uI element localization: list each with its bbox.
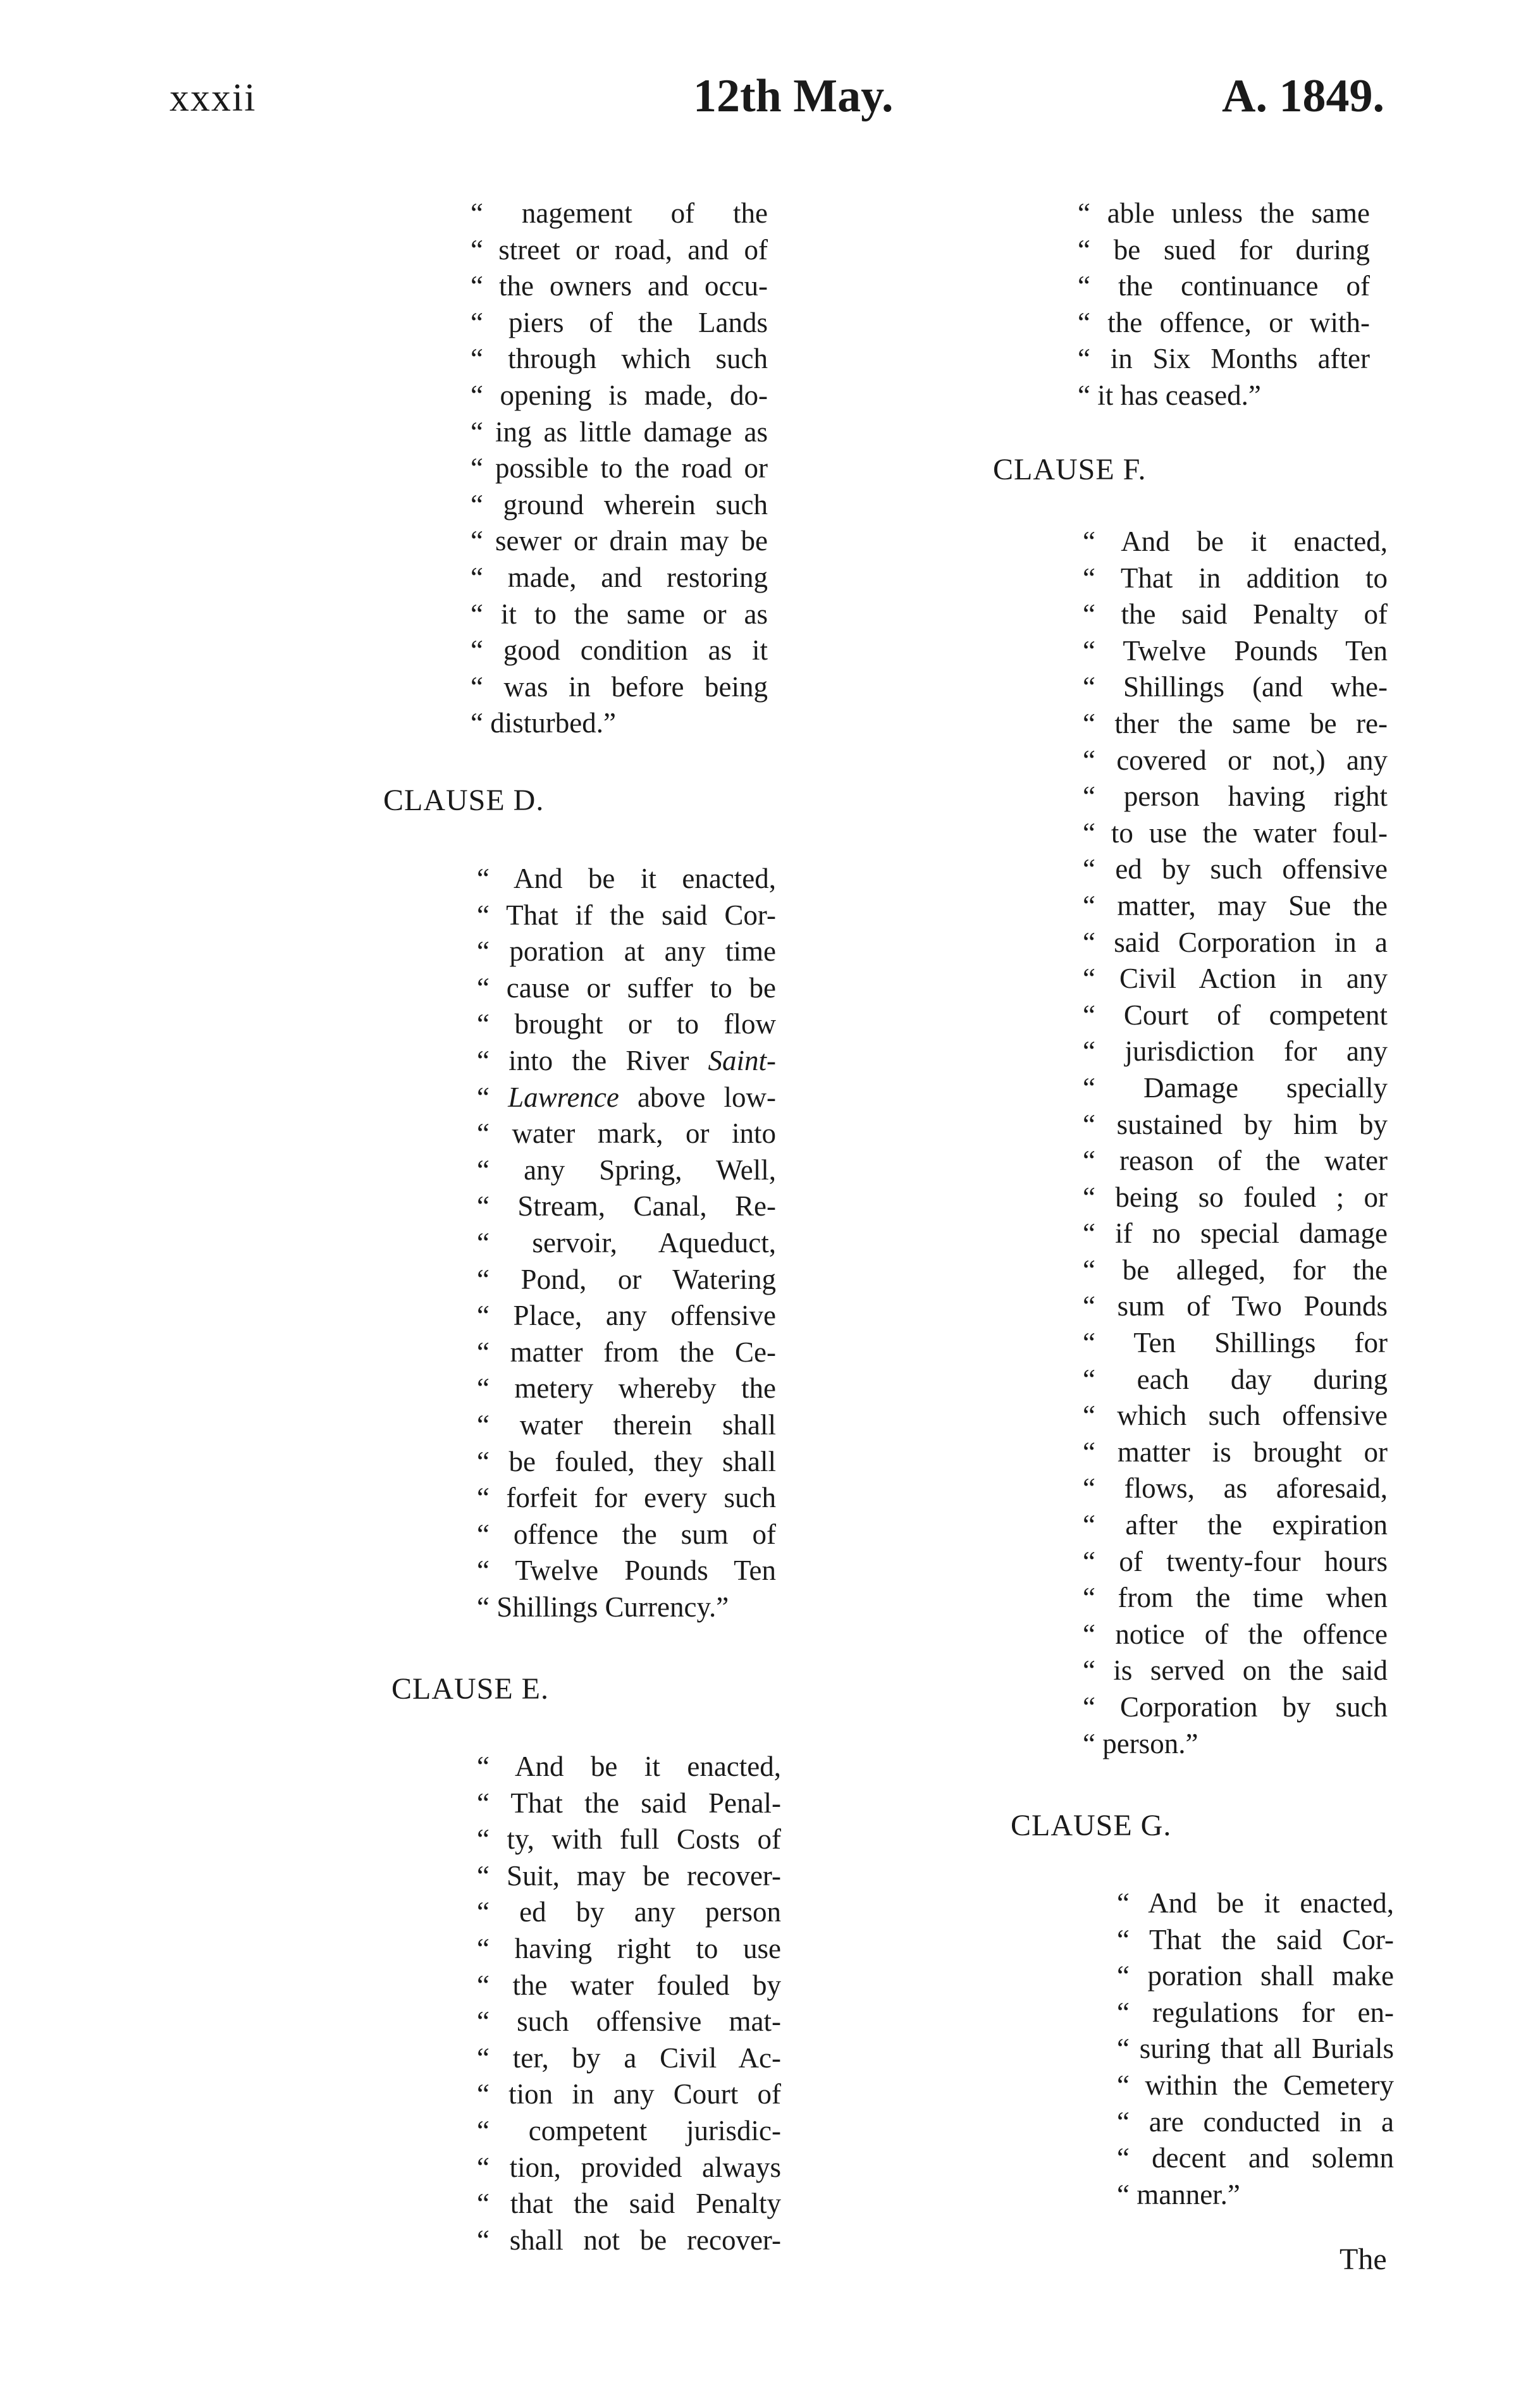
text-line: “ notice of the offence	[1083, 1618, 1388, 1650]
clause-e-heading: CLAUSE E.	[391, 1672, 549, 1706]
text-line: “ poration at any time	[477, 935, 776, 968]
text-line: “ Stream, Canal, Re-	[477, 1190, 776, 1223]
text-line: “ ther the same be re-	[1083, 707, 1388, 739]
text-line: “ such offensive mat-	[477, 2005, 781, 2038]
clause-f-text	[1083, 524, 1388, 1762]
text-line: “ ed by such offensive	[1083, 853, 1388, 885]
left-continuation-text	[471, 195, 768, 742]
text-line: “ Ten Shillings for	[1083, 1327, 1388, 1359]
text-line: “ it to the same or as	[471, 598, 768, 630]
text-line: “ from the time when	[1083, 1582, 1388, 1614]
text-line: “ That in addition to	[1083, 562, 1388, 594]
italic-place-name: Lawrence	[508, 1081, 619, 1113]
text-line: “ ter, by a Civil Ac-	[477, 2042, 781, 2074]
text-line: “ opening is made, do-	[471, 379, 768, 411]
text-line: “ disturbed.”	[471, 707, 616, 739]
text-line: “ nagement of the	[471, 197, 768, 229]
text-line: “ forfeit for every such	[477, 1482, 776, 1514]
text-line: “ Twelve Pounds Ten	[1083, 634, 1388, 667]
right-continuation-text	[1078, 195, 1370, 414]
text-line: “ good condition as it	[471, 634, 768, 667]
text-line: “ made, and restoring	[471, 561, 768, 593]
text-line: “ the water fouled by	[477, 1969, 781, 2001]
text-line: “ person having right	[1083, 780, 1388, 813]
text-line: “ metery whereby the	[477, 1372, 776, 1405]
clause-g-text	[1117, 1885, 1394, 2213]
text-line: “ into the River Saint-	[477, 1044, 776, 1076]
text-line: “ matter from the Ce-	[477, 1336, 776, 1368]
text-line: “ said Corporation in a	[1083, 926, 1388, 958]
text-line: “ after the expiration	[1083, 1509, 1388, 1541]
text-line: “ person.”	[1083, 1727, 1198, 1759]
text-line: “ are conducted in a	[1117, 2105, 1394, 2138]
text-line: “ the said Penalty of	[1083, 598, 1388, 631]
text-line: “ within the Cemetery	[1117, 2069, 1394, 2101]
text-line: “ the owners and occu-	[471, 270, 768, 302]
text-line: “ tion in any Court of	[477, 2078, 781, 2110]
text-line: “ water therein shall	[477, 1408, 776, 1441]
text-line: “ Court of competent	[1083, 999, 1388, 1031]
text-line: “ to use the water foul-	[1083, 816, 1388, 849]
text-line: “ servoir, Aqueduct,	[477, 1226, 776, 1259]
text-line: “ piers of the Lands	[471, 306, 768, 338]
text-line: “ that the said Penalty	[477, 2188, 781, 2220]
text-line: “ brought or to flow	[477, 1008, 776, 1040]
text-line: “ possible to the road or	[471, 452, 768, 484]
text-line: “ being so fouled ; or	[1083, 1181, 1388, 1213]
text-line: “ if no special damage	[1083, 1217, 1388, 1250]
text-line: “ having right to use	[477, 1932, 781, 1964]
text-line: “ Shillings Currency.”	[477, 1591, 729, 1623]
text-line: “ Corporation by such	[1083, 1691, 1388, 1723]
text-line: “ sewer or drain may be	[471, 525, 768, 557]
text-line: “ cause or suffer to be	[477, 971, 776, 1004]
text-line: “ That if the said Cor-	[477, 899, 776, 931]
text-line: “ offence the sum of	[477, 1518, 776, 1550]
header-year: A. 1849.	[1222, 70, 1384, 122]
text-line: “ street or road, and of	[471, 233, 768, 266]
text-line: “ be alleged, for the	[1083, 1253, 1388, 1286]
clause-f-heading: CLAUSE F.	[993, 453, 1147, 486]
text-line: “ Lawrence above low-	[477, 1081, 776, 1113]
text-line: “ each day during	[1083, 1363, 1388, 1395]
text-line: “ poration shall make	[1117, 1960, 1394, 1992]
clause-e-text	[477, 1749, 781, 2258]
text-line: “ in Six Months after	[1078, 343, 1370, 375]
text-line: “ be fouled, they shall	[477, 1445, 776, 1477]
clause-d-text	[477, 861, 776, 1625]
text-line: “ regulations for en-	[1117, 1996, 1394, 2028]
text-line: “ sustained by him by	[1083, 1108, 1388, 1140]
catchword: The	[1340, 2243, 1387, 2276]
clause-g-heading: CLAUSE G.	[1011, 1809, 1172, 1842]
text-line: “ Civil Action in any	[1083, 963, 1388, 995]
text-line: “ competent jurisdic-	[477, 2114, 781, 2146]
text-line: “ flows, as aforesaid,	[1083, 1472, 1388, 1505]
text-line: “ ty, with full Costs of	[477, 1823, 781, 1856]
text-line: “ which such offensive	[1083, 1400, 1388, 1432]
text-line: “ covered or not,) any	[1083, 744, 1388, 776]
running-header	[0, 63, 1540, 133]
text-line: “ able unless the same	[1078, 197, 1370, 229]
text-line: “ And be it enacted,	[477, 1751, 781, 1782]
text-line: “ That the said Penal-	[477, 1787, 781, 1819]
text-line: “ be sued for during	[1078, 233, 1370, 266]
text-line: “ matter, may Sue the	[1083, 889, 1388, 921]
header-date: 12th May.	[693, 70, 894, 122]
text-line: “ ing as little damage as	[471, 416, 768, 448]
text-line: “ of twenty-four hours	[1083, 1545, 1388, 1577]
text-line: “ sum of Two Pounds	[1083, 1290, 1388, 1322]
text-line: “ water mark, or into	[477, 1118, 776, 1150]
clause-d-heading: CLAUSE D.	[383, 784, 545, 817]
text-line: “ matter is brought or	[1083, 1436, 1388, 1468]
text-line: “ Shillings (and whe-	[1083, 671, 1388, 703]
text-line: “ is served on the said	[1083, 1654, 1388, 1687]
text-line: “ And be it enacted,	[477, 863, 776, 894]
text-line: “ the continuance of	[1078, 270, 1370, 302]
text-line: “ Place, any offensive	[477, 1300, 776, 1332]
text-line: “ suring that all Burials	[1117, 2033, 1394, 2065]
text-line: “ through which such	[471, 343, 768, 375]
text-line: “ Suit, may be recover-	[477, 1859, 781, 1892]
text-line: “ ed by any person	[477, 1896, 781, 1928]
text-line: “ And be it enacted,	[1117, 1887, 1394, 1919]
text-line: “ manner.”	[1117, 2178, 1240, 2210]
text-line: “ And be it enacted,	[1083, 526, 1388, 557]
italic-place-name: Saint-	[708, 1044, 776, 1076]
page-number: xxxii	[169, 77, 257, 120]
text-line: “ any Spring, Well,	[477, 1154, 776, 1186]
text-line: “ Damage specially	[1083, 1071, 1388, 1104]
text-line: “ jurisdiction for any	[1083, 1035, 1388, 1068]
text-line: “ shall not be recover-	[477, 2224, 781, 2256]
text-line: “ the offence, or with-	[1078, 306, 1370, 338]
text-line: “ reason of the water	[1083, 1145, 1388, 1177]
text-line: “ Pond, or Watering	[477, 1263, 776, 1295]
text-line: “ ground wherein such	[471, 488, 768, 520]
text-line: “ decent and solemn	[1117, 2142, 1394, 2174]
text-line: “ it has ceased.”	[1078, 379, 1261, 411]
text-line: “ tion, provided always	[477, 2151, 781, 2183]
text-line: “ Twelve Pounds Ten	[477, 1555, 776, 1587]
text-line: “ That the said Cor-	[1117, 1923, 1394, 1955]
text-line: “ was in before being	[471, 670, 768, 703]
